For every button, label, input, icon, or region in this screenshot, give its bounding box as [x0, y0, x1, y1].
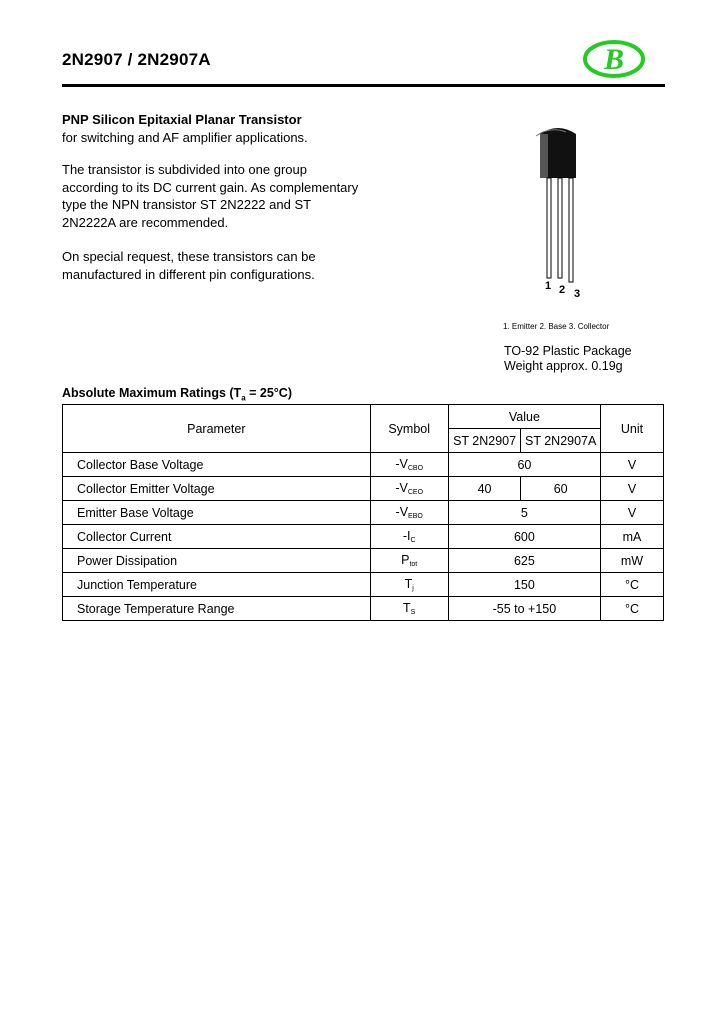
package-name: TO-92 Plastic Package	[504, 344, 632, 358]
header-parameter: Parameter	[63, 405, 371, 453]
pin2-label: 2	[559, 284, 566, 296]
logo-letter: B	[603, 43, 625, 76]
table-row: Collector Base Voltage $-V_{CBO}$ 60 V	[63, 453, 664, 477]
header-rule	[62, 84, 665, 87]
header-value-b: ST 2N2907A	[521, 429, 601, 453]
page-title: 2N2907 / 2N2907A	[62, 50, 211, 69]
company-logo	[582, 39, 646, 79]
description-para2: The transistor is subdivided into one group according to its DC current gain. As complementary type the NPN transistor ST 2N2222 and ST 2N2222A are recommended.	[62, 162, 359, 230]
table-row: Emitter Base Voltage $-V_{EBO}$ 5 V	[63, 501, 664, 525]
description-intro	[62, 111, 362, 146]
package-info	[504, 344, 632, 374]
description-para3: On special request, these transistors can be manufactured in different pin configurations.	[62, 249, 316, 282]
package-weight: Weight approx. 0.19g	[504, 359, 623, 373]
pin1-label: 1	[545, 280, 552, 292]
header-value-a: ST 2N2907	[448, 429, 521, 453]
ratings-title: Absolute Maximum Ratings $(T_a = 25^\circ C)$	[62, 386, 292, 403]
header-unit: Unit	[601, 405, 664, 453]
table-row: Storage Temperature Range $T_S$ -55 to +150 °C	[63, 597, 664, 621]
table-row: Collector Emitter Voltage $-V_{CEO}$ 40 60 V	[63, 477, 664, 501]
to92-package-drawing	[530, 120, 630, 300]
ratings-table	[62, 404, 664, 621]
header-symbol: Symbol	[370, 405, 448, 453]
description-heading-rest: for switching and AF amplifier applications.	[62, 129, 308, 145]
pin-legend: 1. Emitter 2. Base 3. Collector	[503, 322, 610, 331]
table-row: Collector Current $-I_C$ 600 mA	[63, 525, 664, 549]
header-value: Value	[448, 405, 600, 429]
pin3-label: 3	[574, 288, 581, 300]
table-row: Power Dissipation $P_{tot}$ 625 mW	[63, 549, 664, 573]
table-row: Junction Temperature $T_j$ 150 °C	[63, 573, 664, 597]
description-heading: PNP Silicon Epitaxial Planar Transistor	[62, 112, 302, 127]
